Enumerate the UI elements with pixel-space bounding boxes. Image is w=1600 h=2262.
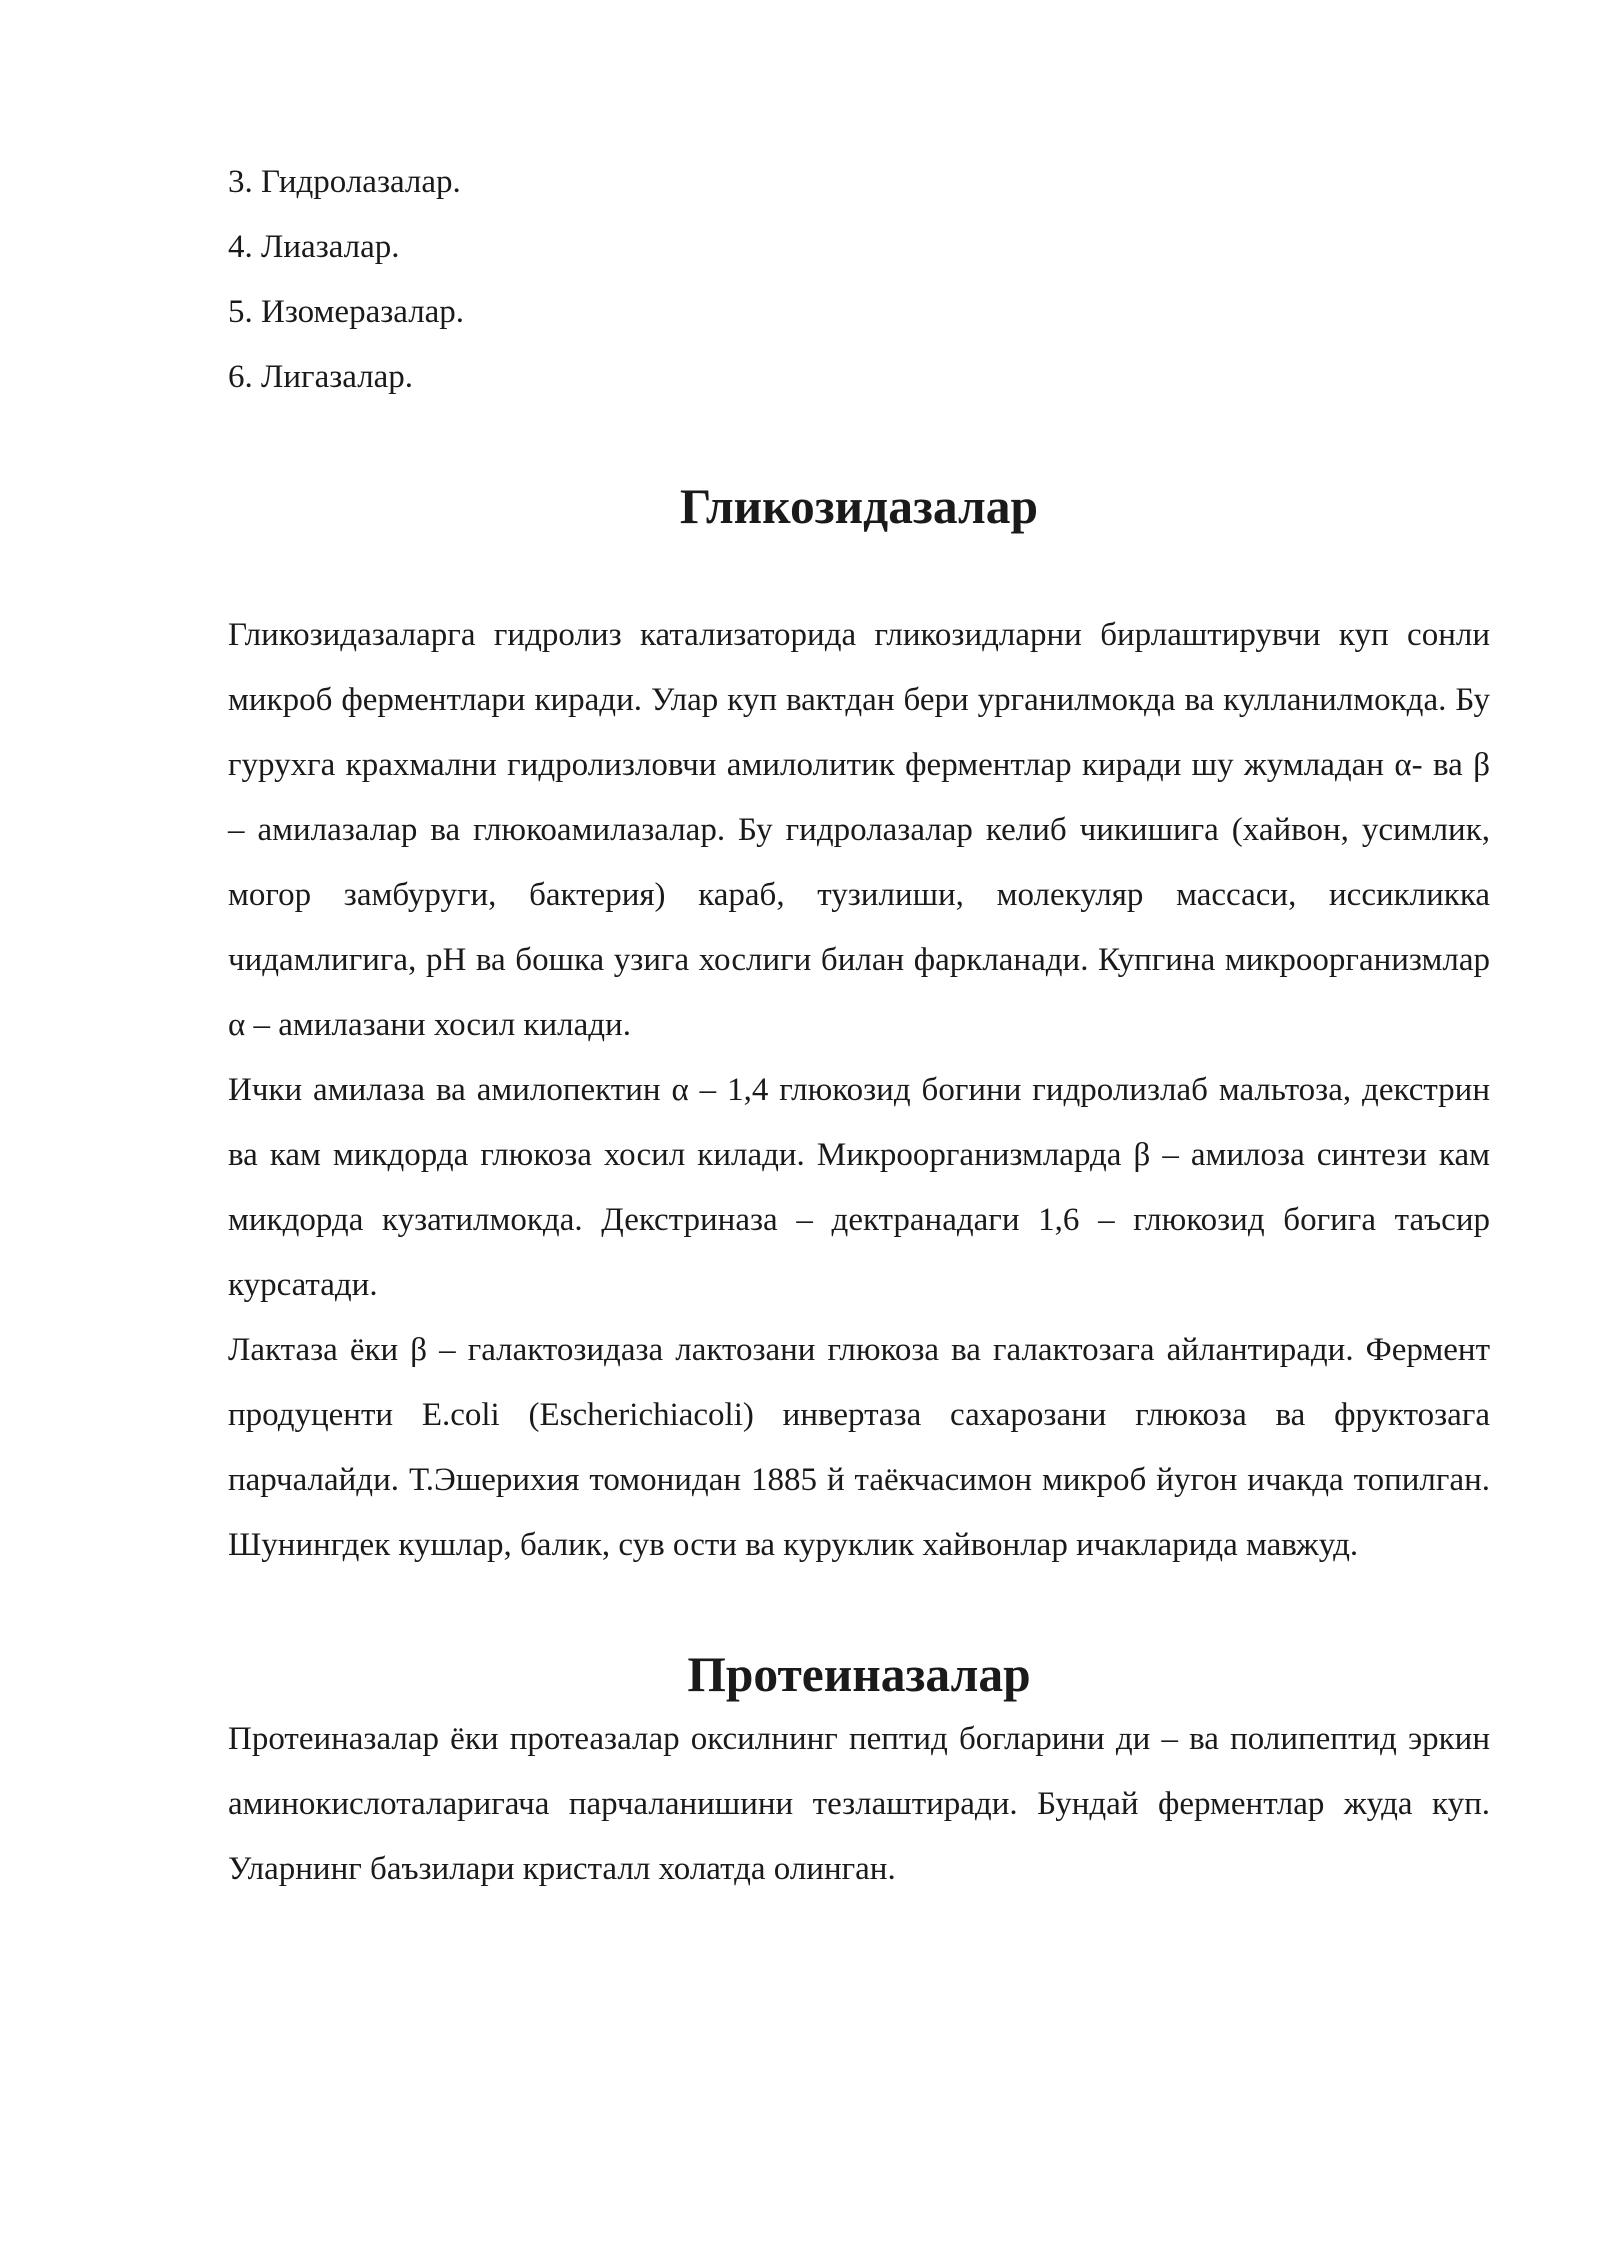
list-item-hydrolases: 3. Гидролазалар. (228, 164, 461, 200)
section-heading-proteinases: Протеиназалар (687, 1647, 1031, 1702)
list-item-isomerases: 5. Изомеразалар. (228, 294, 465, 330)
paragraph: Лактаза ёки β – галактозидаза лактозани глюкоза ва галактозага айлантиради. Фермент продуценти E.coli (Escherichiacoli) инвертаза сахарозани глюкоза ва фруктозага парчалайди. Т.Эшерихия томонидан 1885 й таёкчасимон микроб йугон ичакда топилган. Шунингдек кушлар, балик, сув ости ва куруклик хайвонлар ичакларида мавжуд. (228, 1332, 1490, 1563)
spacer (228, 539, 1490, 603)
spacer (228, 410, 1490, 474)
spacer (228, 1578, 1490, 1642)
paragraph: Гликозидазаларга гидролиз катализаторида гликозидларни бирлаштирувчи куп сонли микроб ферментлари киради. Улар куп вактдан бери урганилмокда ва кулланилмокда. Бу гурухга крахмални гидролизловчи амилолитик ферментлар киради шу жумладан α- ва β – амилазалар ва глюкоамилазалар. Бу гидролазалар келиб чикишига (хайвон, усимлик, могор замбуруги, бактерия) караб, тузилиши, молекуляр массаси, иссикликка чидамлигига, pH ва бошка узига хослиги билан фаркланади. Купгина микроорганизмлар α – амилазани хосил килади. (228, 617, 1490, 1043)
list-item-lyases: 4. Лиазалар. (228, 229, 400, 265)
paragraph: Протеиназалар ёки протеазалар оксилнинг пептид богларини ди – ва полипептид эркин аминокислоталаригача парчаланишини тезлаштиради. Бундай ферментлар жуда куп. Уларнинг баъзилари кристалл холатда олинган. (228, 1721, 1490, 1887)
section-heading-glycosidases: Гликозидазалар (679, 479, 1039, 534)
paragraph: Ички амилаза ва амилопектин α – 1,4 глюкозид богини гидролизлаб мальтоза, декстрин ва кам микдорда глюкоза хосил килади. Микроорганизмларда β – амилоза синтези кам микдорда кузатилмокда. Декстриназа – дектранадаги 1,6 – глюкозид богига таъсир курсатади. (228, 1072, 1490, 1303)
list-item-ligases: 6. Лигазалар. (228, 359, 414, 395)
document-page (228, 150, 1490, 1902)
